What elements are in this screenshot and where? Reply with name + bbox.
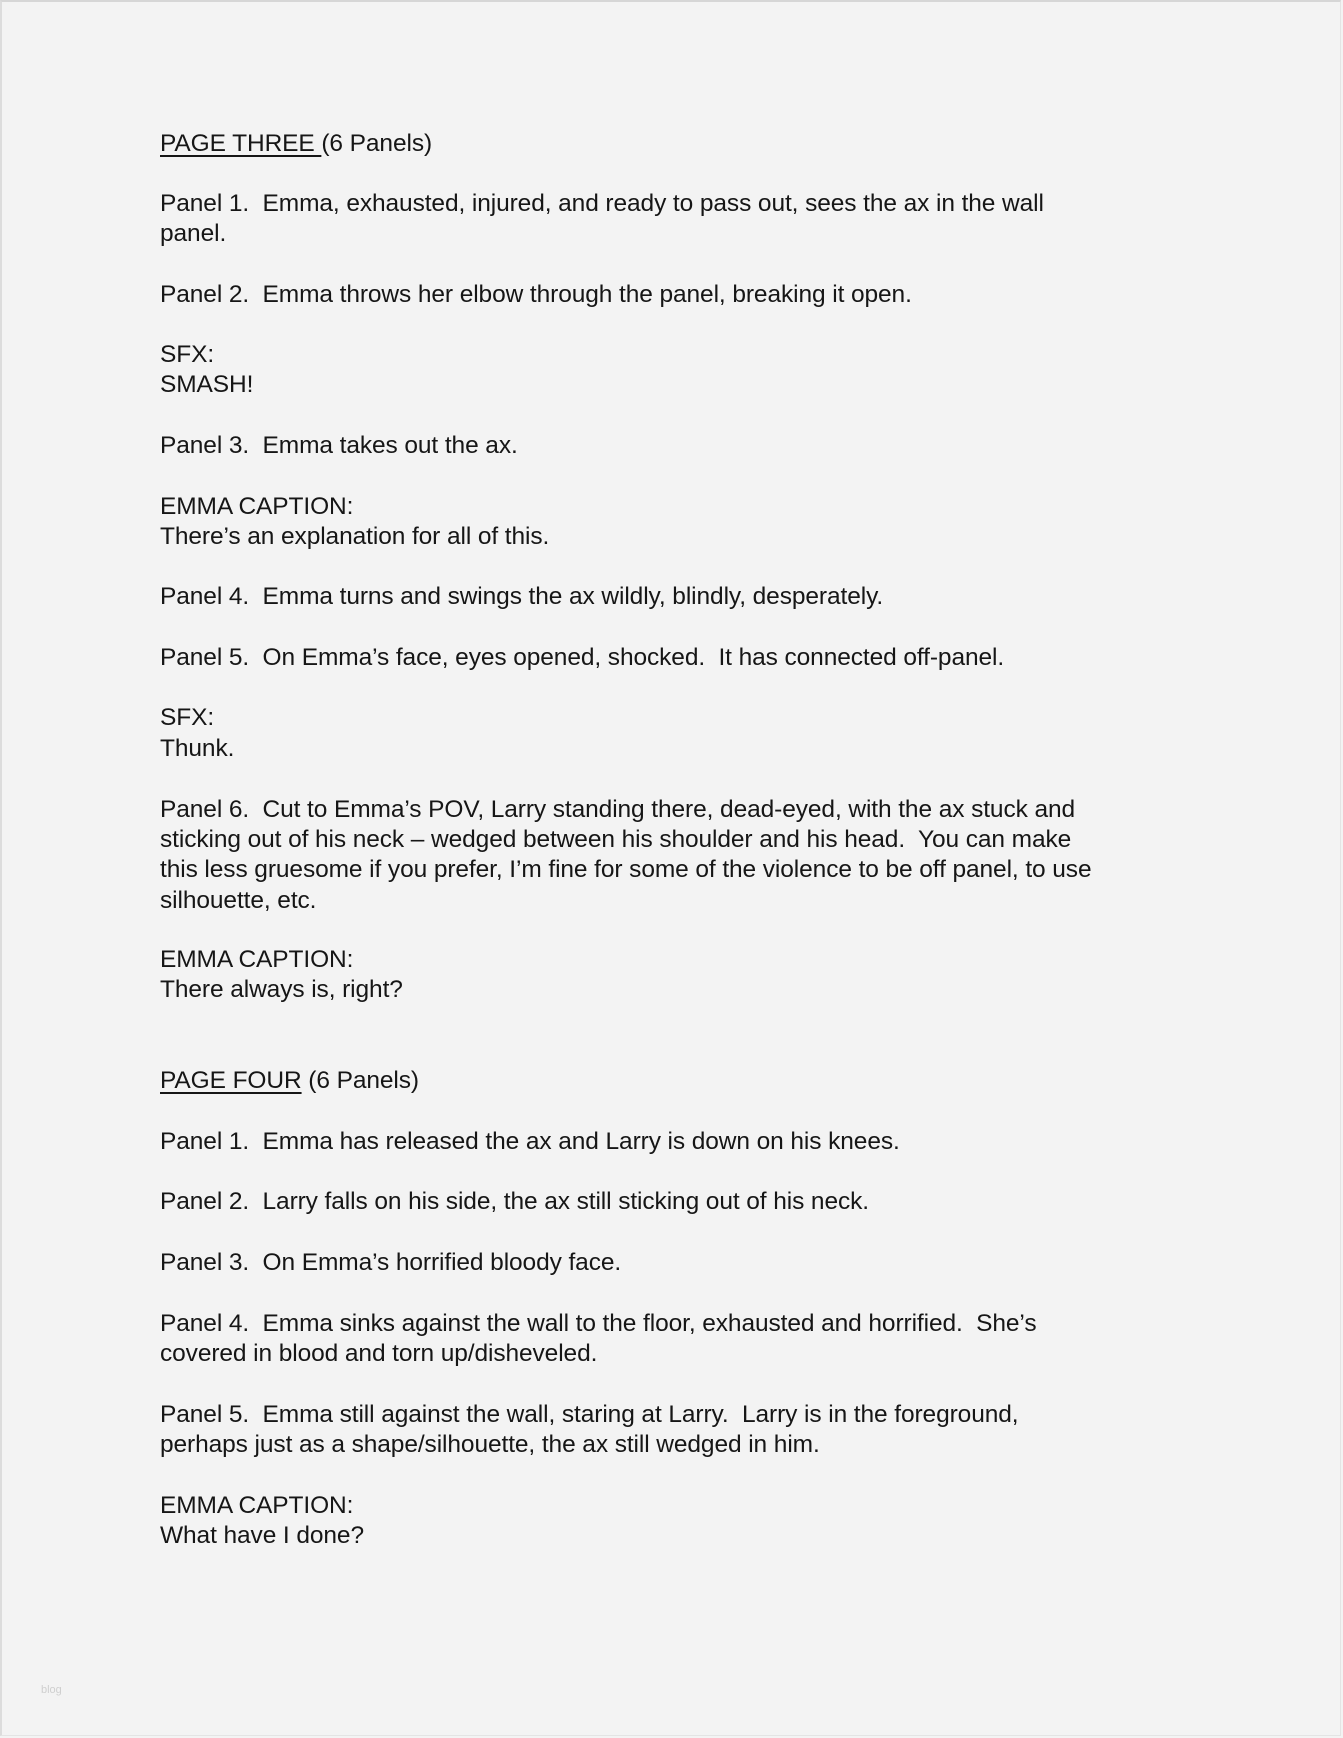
page-four-heading [160, 1066, 419, 1096]
page-three-panel-count: (6 Panels) [321, 130, 433, 157]
page-four-title: PAGE FOUR [160, 1067, 302, 1094]
p3-panel-6-line-2: sticking out of his neck – wedged between his shoulder and his head. You can make [160, 826, 1072, 853]
p3-caption-text: There’s an explanation for all of this. [160, 523, 550, 550]
p3-panel-5: Panel 5. On Emma’s face, eyes opened, shocked. It has connected off-panel. [160, 644, 1005, 671]
p3-panel-6-line-3: this less gruesome if you prefer, I’m fine for some of the violence to be off panel, to use [160, 856, 1092, 883]
p3-caption-label: EMMA CAPTION: [160, 493, 354, 520]
page-three-heading [160, 129, 432, 159]
p3-sfx2-label: SFX: [160, 704, 215, 731]
p4-panel-1: Panel 1. Emma has released the ax and Larry is down on his knees. [160, 1128, 900, 1155]
watermark: blog [41, 1684, 62, 1696]
page-four-panel-count: (6 Panels) [301, 1067, 419, 1094]
p3-panel-1-line-2: panel. [160, 220, 227, 247]
p4-panel-4-line-1: Panel 4. Emma sinks against the wall to the floor, exhausted and horrified. She’s [160, 1310, 1037, 1337]
p4-panel-5-line-2: perhaps just as a shape/silhouette, the ax still wedged in him. [160, 1431, 820, 1458]
p3-sfx-text: SMASH! [160, 371, 254, 398]
p3-panel-2: Panel 2. Emma throws her elbow through the panel, breaking it open. [160, 281, 912, 308]
p3-panel-6-line-1: Panel 6. Cut to Emma’s POV, Larry standing there, dead-eyed, with the ax stuck and [160, 796, 1076, 823]
p4-panel-4-line-2: covered in blood and torn up/disheveled. [160, 1340, 598, 1367]
p4-panel-2: Panel 2. Larry falls on his side, the ax still sticking out of his neck. [160, 1188, 869, 1215]
p3-caption2-text: There always is, right? [160, 976, 403, 1003]
p3-sfx2-text: Thunk. [160, 735, 235, 762]
page-three-title: PAGE THREE [160, 130, 322, 157]
p4-caption-label: EMMA CAPTION: [160, 1492, 354, 1519]
p4-panel-5-line-1: Panel 5. Emma still against the wall, staring at Larry. Larry is in the foreground, [160, 1401, 1019, 1428]
p3-panel-1-line-1: Panel 1. Emma, exhausted, injured, and ready to pass out, sees the ax in the wall [160, 190, 1044, 217]
p4-panel-3: Panel 3. On Emma’s horrified bloody face. [160, 1249, 622, 1276]
p3-panel-4: Panel 4. Emma turns and swings the ax wildly, blindly, desperately. [160, 583, 884, 610]
p3-panel-3: Panel 3. Emma takes out the ax. [160, 432, 518, 459]
p3-sfx-label: SFX: [160, 341, 215, 368]
p3-caption2-label: EMMA CAPTION: [160, 946, 354, 973]
p3-panel-6-line-4: silhouette, etc. [160, 887, 317, 914]
p4-caption-text: What have I done? [160, 1522, 364, 1549]
